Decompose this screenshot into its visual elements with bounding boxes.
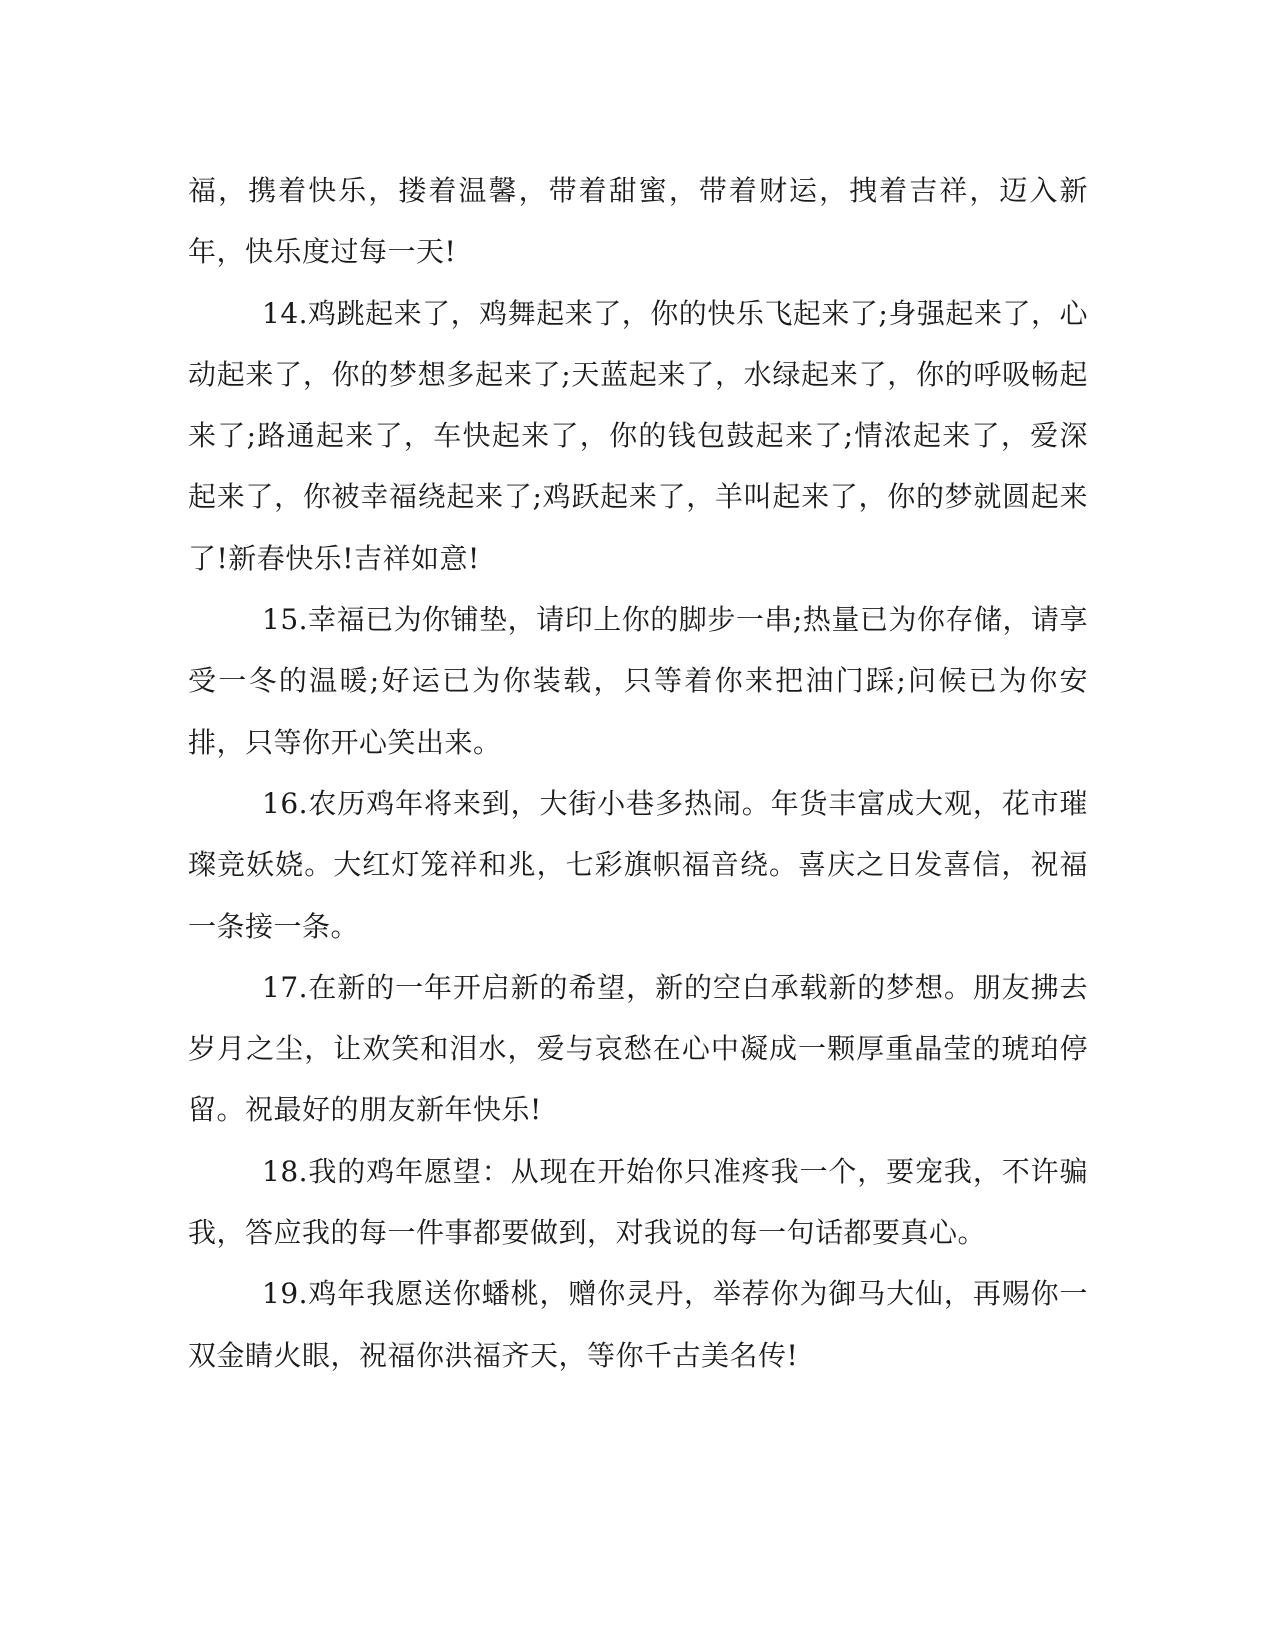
paragraph-item-19: 19.鸡年我愿送你蟠桃，赠你灵丹，举荐你为御马大仙，再赐你一双金睛火眼，祝福你洪福齐天，等你千古美名传!	[188, 1277, 1088, 1372]
paragraph-item-17: 17.在新的一年开启新的希望，新的空白承载新的梦想。朋友拂去岁月之尘，让欢笑和泪水，爱与哀愁在心中凝成一颗厚重晶莹的琥珀停留。祝最好的朋友新年快乐!	[188, 970, 1088, 1127]
paragraph-item-14: 14.鸡跳起来了，鸡舞起来了，你的快乐飞起来了;身强起来了，心动起来了，你的梦想多起来了;天蓝起来了，水绿起来了，你的呼吸畅起来了;路通起来了，车快起来了，你的钱包鼓起来了;情浓起来了，爱深起来了，你被幸福绕起来了;鸡跃起来了，羊叫起来了，你的梦就圆起来了!新春快乐!吉祥如意!	[188, 296, 1088, 575]
paragraph-continuation: 福，携着快乐，搂着温馨，带着甜蜜，带着财运，拽着吉祥，迈入新年，快乐度过每一天!	[188, 174, 1088, 269]
paragraph-item-15: 15.幸福已为你铺垫，请印上你的脚步一串;热量已为你存储，请享受一冬的温暖;好运已为你装载，只等着你来把油门踩;问候已为你安排，只等你开心笑出来。	[188, 603, 1088, 759]
document-body	[188, 160, 1088, 1386]
paragraph-item-18: 18.我的鸡年愿望：从现在开始你只准疼我一个，要宠我，不许骗我，答应我的每一件事都要做到，对我说的每一句话都要真心。	[188, 1154, 1088, 1250]
paragraph-item-16: 16.农历鸡年将来到，大街小巷多热闹。年货丰富成大观，花市璀璨竞妖娆。大红灯笼祥和兆，七彩旗帜福音绕。喜庆之日发喜信，祝福一条接一条。	[188, 786, 1088, 943]
